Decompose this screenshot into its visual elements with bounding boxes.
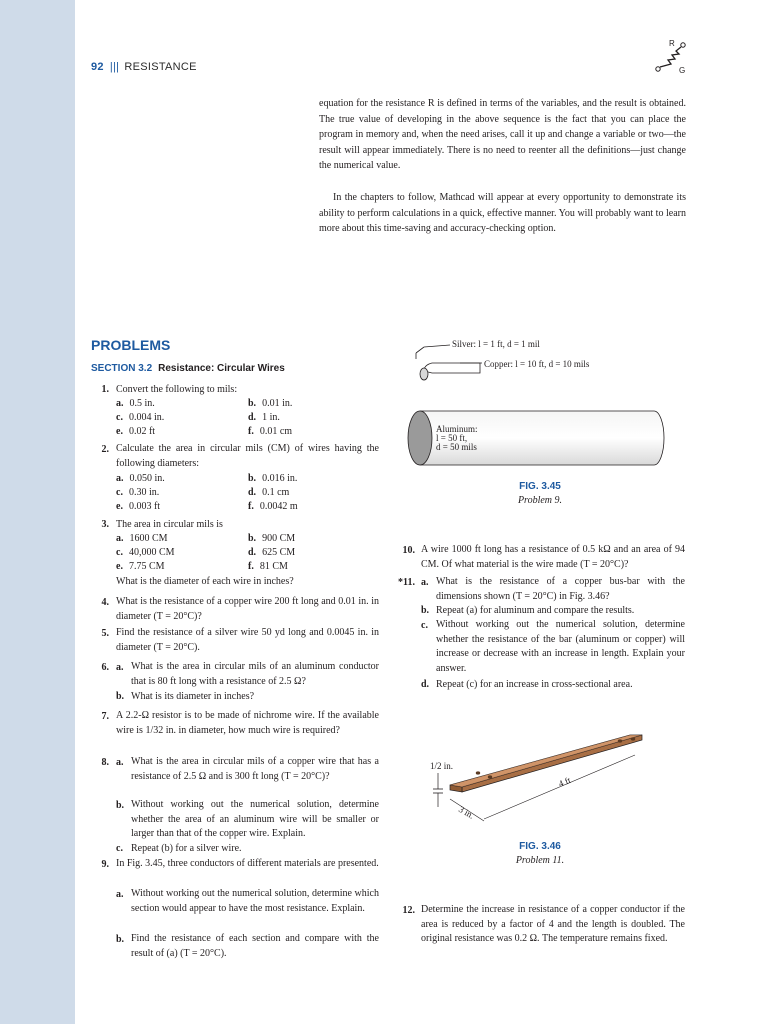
problem-number: 6.: [101, 662, 109, 673]
option: e. 0.003 ft: [116, 501, 161, 512]
option: d. 625 CM: [248, 547, 296, 558]
problem-number: 12.: [402, 905, 415, 916]
problems-heading: PROBLEMS: [91, 337, 171, 353]
part-label: c.: [421, 620, 428, 631]
option: c. 40,000 CM: [116, 547, 175, 558]
problem-text: A wire 1000 ft long has a resistance of 0.5 kΩ and an area of 94 CM. Of what material is the wire made (T = 20°C)?: [421, 544, 685, 570]
problem-text: What is the resistance of a copper wire 200 ft long and 0.01 in. in diameter (T = 20°C)?: [116, 596, 379, 622]
aluminum-diameter: d = 50 mils: [436, 442, 477, 452]
silver-label: Silver: l = 1 ft, d = 1 mil: [452, 339, 540, 349]
page-number: 92: [91, 61, 104, 73]
option: d. 0.1 cm: [248, 487, 290, 498]
problem-number: 5.: [101, 628, 109, 639]
part-text: Repeat (a) for aluminum and compare the results.: [436, 605, 635, 616]
problem-number: *11.: [398, 577, 415, 588]
option: a. 1600 CM: [116, 533, 168, 544]
part-text: What is the area in circular mils of a copper wire that has a resistance of 2.5 Ω and is 300 ft long (T = 20°C)?: [131, 756, 379, 782]
problem-number: 9.: [101, 859, 109, 870]
option: b. 0.016 in.: [248, 473, 298, 484]
figure-3-46-subtitle: Problem 11.: [515, 855, 565, 866]
logo-g: G: [679, 66, 686, 74]
part-label: a.: [116, 889, 124, 900]
problem-number: 3.: [101, 519, 109, 530]
chapter-title: RESISTANCE: [124, 61, 197, 73]
problem-text: Determine the increase in resistance of a copper conductor if the area is reduced by a factor of 4 and the length is doubled. The original resistance was 0.2 Ω. The temperature remains fixed.: [421, 904, 685, 944]
option: b. 0.01 in.: [248, 398, 293, 409]
option: e. 7.75 CM: [116, 561, 165, 572]
problem-text: Find the resistance of a silver wire 50 yd long and 0.0045 in. in diameter (T = 20°C).: [116, 627, 379, 653]
part-label: d.: [421, 679, 430, 690]
header-separator: |||: [109, 61, 120, 73]
aluminum-length: l = 50 ft,: [436, 433, 468, 443]
problem-text: Convert the following to mils:: [116, 384, 238, 395]
problem-number: 2.: [101, 444, 109, 455]
option: f. 0.01 cm: [248, 426, 293, 437]
problem-number: 1.: [101, 384, 109, 395]
option: f. 81 CM: [248, 561, 288, 572]
copper-bar: [450, 735, 642, 792]
problem-text-tail: What is the diameter of each wire in inches?: [116, 576, 294, 587]
option: d. 1 in.: [248, 412, 280, 423]
problem-text: Calculate the area in circular mils (CM) of wires having the following diameters:: [116, 443, 379, 469]
section-heading: [91, 363, 285, 374]
option: c. 0.004 in.: [116, 412, 165, 423]
part-text: Repeat (c) for an increase in cross-sectional area.: [436, 679, 633, 690]
part-label: b.: [421, 605, 430, 616]
length-label: 4 ft: [557, 774, 573, 789]
part-label: b.: [116, 691, 125, 702]
width-label: 3 in.: [457, 804, 476, 821]
figure-3-46-bus-bar: [420, 725, 690, 835]
part-label: a.: [116, 757, 124, 768]
logo-r: R: [669, 39, 675, 48]
option: e. 0.02 ft: [116, 426, 156, 437]
problem-number: 8.: [101, 757, 109, 768]
option: c. 0.30 in.: [116, 487, 160, 498]
option: b. 900 CM: [248, 533, 296, 544]
problem-text: The area in circular mils is: [116, 519, 223, 530]
part-label: a.: [116, 662, 124, 673]
option: f. 0.0042 m: [248, 501, 298, 512]
aluminum-label: Aluminum:: [436, 424, 478, 434]
part-text: Repeat (b) for a silver wire.: [131, 843, 242, 854]
part-text: Without working out the numerical solution, determine whether the resistance of the bar (aluminum or copper) will increase or decrease with an increase in length. Explain your answer.: [436, 619, 685, 674]
intro-paragraph-2: In the chapters to follow, Mathcad will appear at every opportunity to demonstrate its ability to perform calculations in a quick, effective manner. You will probably want to learn more about this time-saving and accuracy-checking option.: [319, 192, 686, 234]
part-text: Find the resistance of each section and compare with the result of (a) (T = 20°C).: [131, 933, 379, 959]
option: a. 0.5 in.: [116, 398, 155, 409]
part-text: What is its diameter in inches?: [131, 691, 255, 702]
figure-3-45-subtitle: Problem 9.: [517, 495, 563, 506]
part-label: b.: [116, 934, 125, 945]
running-header: [91, 61, 197, 73]
part-label: b.: [116, 800, 125, 811]
option: a. 0.050 in.: [116, 473, 165, 484]
figure-3-45-conductors: [400, 333, 670, 483]
part-label: a.: [421, 577, 429, 588]
page-margin-band: [0, 0, 75, 1024]
problem-text: A 2.2-Ω resistor is to be made of nichrome wire. If the available wire is 1/32 in. in diameter, how much wire is required?: [116, 710, 379, 736]
thickness-label: 1/2 in.: [430, 761, 454, 771]
figure-3-46-caption: FIG. 3.46: [519, 841, 561, 852]
problem-number: 10.: [402, 545, 415, 556]
resistor-logo-icon: [652, 36, 692, 74]
section-title: Resistance: Circular Wires: [158, 363, 285, 374]
part-label: c.: [116, 843, 123, 854]
part-text: Without working out the numerical solution, determine which section would appear to have the most resistance. Explain.: [131, 888, 379, 914]
copper-wire: [424, 363, 480, 373]
figure-3-45-caption: FIG. 3.45: [519, 481, 561, 492]
part-text: Without working out the numerical solution, determine whether the area of an aluminum wire will be smaller or larger than that of the copper wire. Explain.: [131, 799, 379, 839]
section-number: SECTION 3.2: [91, 363, 153, 374]
problem-number: 7.: [101, 711, 109, 722]
copper-label: Copper: l = 10 ft, d = 10 mils: [484, 359, 590, 369]
problem-number: 4.: [101, 597, 109, 608]
intro-paragraph-1: equation for the resistance R is defined in terms of the variables, and the result is obtained. The true value of developing in the above sequence is the fact that you can place the program in memory and, when the need arises, call it up and change a variable or two—the result will appear immediately. There is no need to reenter all the definitions—just change the numerical value.: [319, 98, 686, 171]
part-text: What is the resistance of a copper bus-bar with the dimensions shown (T = 20°C) in Fig. 3.46?: [436, 576, 685, 602]
part-text: What is the area in circular mils of an aluminum conductor that is 80 ft long with a resistance of 2.5 Ω?: [131, 661, 379, 687]
problem-text: In Fig. 3.45, three conductors of different materials are presented.: [116, 858, 379, 869]
